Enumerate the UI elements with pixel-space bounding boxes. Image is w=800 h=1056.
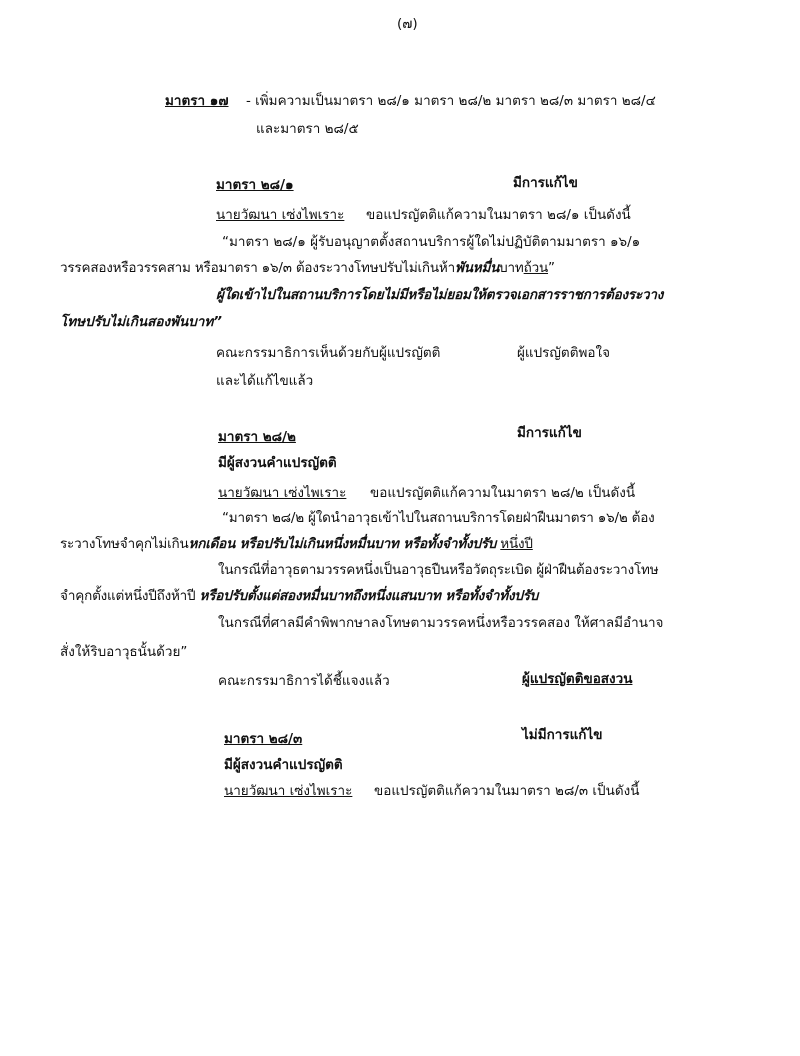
s28-2-text5: ในกรณีที่ศาลมีคำพิพากษาลงโทษตามวรรคหนึ่งหรือวรรคสอง ให้ศาลมีอำนาจ: [218, 615, 664, 631]
s28-1-text2-c: บาท: [499, 260, 524, 276]
s28-3-proposal: ขอแปรญัตติแก้ความในมาตรา ๒๘/๓ เป็นดังนี้: [374, 783, 640, 799]
page-number: (๗): [397, 16, 418, 32]
s28-1-text1: “มาตรา ๒๘/๑ ผู้รับอนุญาตตั้งสถานบริการผู้ใดไม่ปฏิบัติตามมาตรา ๑๖/๑: [222, 234, 641, 250]
s28-3-status: ไม่มีการแก้ไข: [522, 727, 603, 743]
s28-1-result2: และได้แก้ไขแล้ว: [216, 373, 314, 389]
section-17-line2: และมาตรา ๒๘/๕: [256, 121, 359, 137]
s28-1-committee: คณะกรรมาธิการเห็นด้วยกับผู้แปรญัตติ: [216, 345, 441, 361]
s28-1-result: ผู้แปรญัตติพอใจ: [517, 345, 610, 361]
s28-1-text4: โทษปรับไม่เกินสองพันบาท”: [60, 314, 222, 330]
s28-1-text2: [60, 256, 555, 278]
s28-2-text4-b: หรือปรับตั้งแต่สองหมื่นบาทถึงหนึ่งแสนบาท หรือทั้งจำทั้งปรับ: [199, 588, 539, 604]
s28-1-heading: มาตรา ๒๘/๑: [216, 177, 294, 193]
s28-1-status: มีการแก้ไข: [513, 175, 578, 191]
s28-2-reserved: มีผู้สงวนคำแปรญัตติ: [218, 455, 337, 471]
s28-1-text3: ผู้ใดเข้าไปในสถานบริการโดยไม่มีหรือไม่ยอมให้ตรวจเอกสารราชการต้องระวาง: [216, 287, 664, 303]
s28-2-text4: [60, 584, 538, 606]
s28-1-text2-d: ถ้วน: [523, 260, 549, 276]
s28-2-proposal: ขอแปรญัตติแก้ความในมาตรา ๒๘/๒ เป็นดังนี้: [370, 485, 636, 501]
s28-1-text2-e: ”: [548, 260, 555, 276]
s28-3-heading: มาตรา ๒๘/๓: [224, 731, 303, 747]
s28-2-text1: “มาตรา ๒๘/๒ ผู้ใดนำอาวุธเข้าไปในสถานบริการโดยฝ่าฝืนมาตรา ๑๖/๒ ต้อง: [222, 510, 655, 526]
section-17-label: มาตรา ๑๗: [165, 93, 229, 109]
section-17-line1: - เพิ่มความเป็นมาตรา ๒๘/๑ มาตรา ๒๘/๒ มาตรา ๒๘/๓ มาตรา ๒๘/๔: [246, 93, 656, 109]
s28-3-reserved: มีผู้สงวนคำแปรญัตติ: [224, 757, 343, 773]
s28-3-proposer: นายวัฒนา เซ่งไพเราะ: [224, 783, 353, 799]
s28-2-text2: [60, 532, 533, 554]
s28-2-status: มีการแก้ไข: [517, 425, 582, 441]
s28-2-text6: สั่งให้ริบอาวุธนั้นด้วย”: [60, 644, 188, 660]
s28-2-text2-a: ระวางโทษจำคุกไม่เกิน: [60, 536, 189, 552]
s28-2-text2-b: หกเดือน หรือปรับไม่เกินหนึ่งหมื่นบาท หรือทั้งจำทั้งปรับ: [188, 536, 497, 552]
s28-2-committee: คณะกรรมาธิการได้ชี้แจงแล้ว: [218, 673, 390, 689]
s28-2-heading: มาตรา ๒๘/๒: [218, 429, 296, 445]
s28-1-proposer: นายวัฒนา เซ่งไพเราะ: [216, 207, 345, 223]
s28-1-text2-a: วรรคสองหรือวรรคสาม หรือมาตรา ๑๖/๓ ต้องระวางโทษปรับไม่เกินห้า: [60, 260, 456, 276]
s28-1-proposal: ขอแปรญัตติแก้ความในมาตรา ๒๘/๑ เป็นดังนี้: [366, 207, 631, 223]
s28-2-text2-c: หนึ่งปี: [500, 536, 533, 552]
s28-1-text2-b: พันหมื่น: [455, 260, 500, 276]
s28-2-result: ผู้แปรญัตติขอสงวน: [522, 671, 633, 687]
s28-2-text4-a: จำคุกตั้งแต่หนึ่งปีถึงห้าปี: [60, 588, 196, 604]
s28-2-proposer: นายวัฒนา เซ่งไพเราะ: [218, 485, 347, 501]
s28-2-text3: ในกรณีที่อาวุธตามวรรคหนึ่งเป็นอาวุธปืนหรือวัตถุระเบิด ผู้ฝ่าฝืนต้องระวางโทษ: [218, 562, 659, 578]
